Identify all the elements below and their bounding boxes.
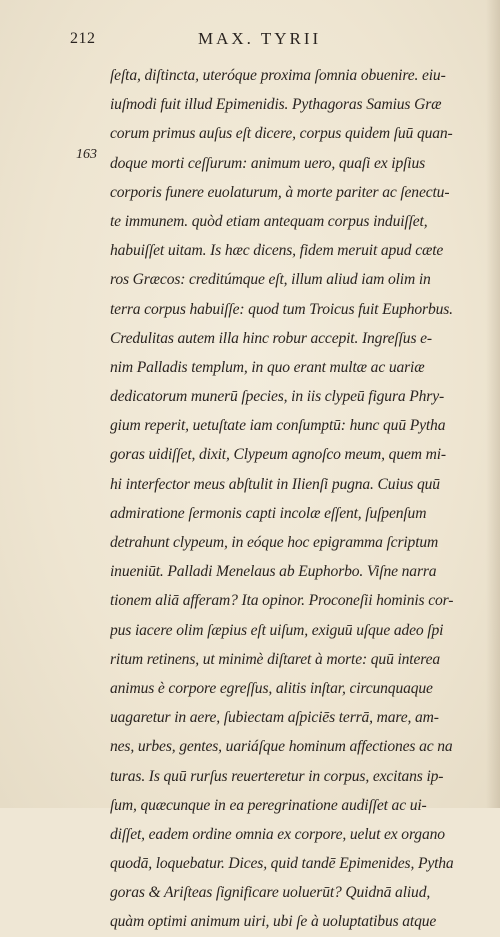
- text-line: quàm optimi animum uiri, ubi ſe à uoluptatibus atque: [110, 913, 437, 931]
- text-line: detrahunt clypeum, in eóque hoc epigramma ſcriptum: [110, 534, 439, 551]
- text-line: diſſet, eadem ordine omnia ex corpore, uelut ex organo: [110, 825, 445, 843]
- text-line: tionem aliā afferam? Ita opinor. Proconeſii hominis cor-: [110, 592, 454, 610]
- text-line: goras & Ariſteas ſignificare uoluerūt? Quidnā aliud,: [110, 884, 431, 902]
- text-line: dedicatorum munerū ſpecies, in iis clypeū figura Phry-: [110, 388, 445, 406]
- text-line: animus è corpore egreſſus, alitis inſtar, circunquaque: [110, 679, 433, 697]
- text-line: corporis funere euolaturum, à morte pariter ac ſenectu-: [110, 183, 450, 201]
- page-number: 212: [70, 30, 96, 47]
- text-line: nes, urbes, gentes, uariáſque hominum affectiones ac na: [110, 738, 453, 756]
- text-line: iuſmodi fuit illud Epimenidis. Pythagoras Samius Græ: [110, 96, 442, 114]
- text-line: goras uidiſſet, dixit, Clypeum agnoſco meum, quem mi-: [110, 446, 446, 464]
- text-line: hi interfector meus abſtulit in Ilienſi pugna. Cuius quū: [110, 475, 440, 493]
- text-line: doque morti ceſſurum: animum uero, quaſi ex ipſius: [110, 154, 426, 172]
- text-line: te immunem. quòd etiam antequam corpus induiſſet,: [110, 212, 428, 230]
- text-line: ſum, quæcunque in ea peregrinatione audiſſet ac ui-: [110, 796, 427, 814]
- text-line: pus iacere olim ſæpius eſt uiſum, exiguū uſque adeo ſpi: [110, 621, 444, 639]
- text-line: ros Græcos: creditúmque eſt, illum aliud iam olim in: [110, 271, 431, 289]
- text-line: turas. Is quū rurſus reuerteretur in corpus, excitans ip-: [110, 767, 444, 785]
- text-line: corum primus auſus eſt dicere, corpus quidem ſuū quan-: [110, 125, 453, 143]
- page-header: [70, 30, 470, 52]
- text-line: Credulitas autem illa hinc robur accepit. Ingreſſus e-: [110, 329, 432, 347]
- text-line: uagaretur in aere, ſubiectam aſpiciēs terrā, mare, am-: [110, 709, 439, 727]
- text-line: admiratione ſermonis capti incolæ eſſent, ſuſpenſum: [110, 504, 427, 522]
- margin-note: 163: [76, 147, 97, 162]
- text-line: habuiſſet uitam. Is hæc dicens, fidem meruit apud cæte: [110, 242, 444, 260]
- body-text: [110, 61, 460, 937]
- text-line: quodā, loquebatur. Dices, quid tandē Epimenides, Pytha: [110, 855, 454, 873]
- text-line: inueniūt. Palladi Menelaus ab Euphorbo. Viſne narra: [110, 563, 437, 581]
- text-line: ſeſta, diſtincta, uteróque proxima ſomnia obuenire. eiu-: [110, 67, 446, 84]
- page-edge-shadow: [486, 0, 500, 808]
- text-line: terra corpus habuiſſe: quod tum Troicus fuit Euphorbus.: [110, 300, 453, 318]
- text-line: ritum retinens, ut minimè diſtaret à morte: quū interea: [110, 650, 441, 668]
- text-line: nim Palladis templum, in quo erant multæ ac uariæ: [110, 358, 425, 376]
- text-line: gium reperit, uetuſtate iam conſumptū: hunc quū Pytha: [110, 417, 446, 435]
- running-head: MAX. TYRII: [198, 29, 322, 48]
